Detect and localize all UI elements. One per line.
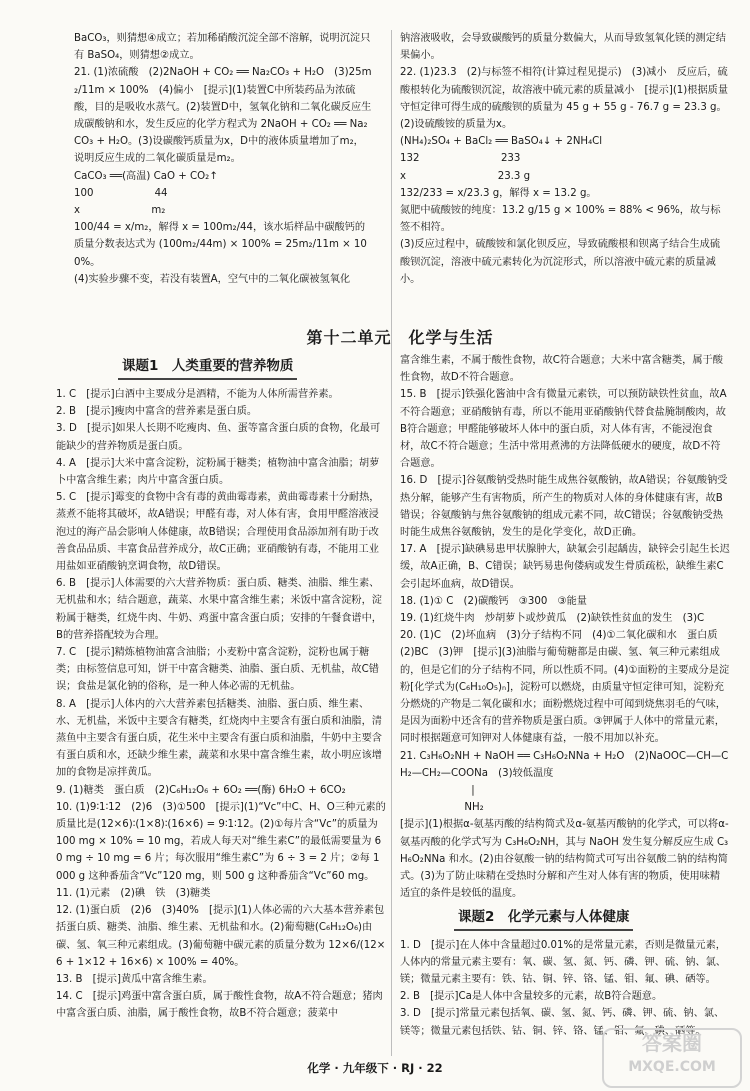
text-line: 22. (1)23.3 (2)与标签不相符(计算过程见提示) (3)减小 反应后，硫酸根转化为硫酸钡沉淀，故溶液中硫元素的质量减小 [提示](1)根据质量守恒定律可得生成的硫酸钡的质量为 45 g + 55 g - 76.7 g = 23.3 g。 <box>400 67 729 113</box>
equation-line: x 23.3 g <box>400 170 531 182</box>
column-divider <box>391 30 392 1056</box>
watermark-text: 答案圈 <box>642 1031 702 1055</box>
answer-item: 18. (1)① C (2)碳酸钙 ③300 ③能量 <box>400 595 587 607</box>
answer-item: 7. C [提示]精炼植物油富含油脂；小麦粉中富含淀粉，淀粉也属于糖类；由标签信息可知，饼干中富含糖类、油脂、蛋白质、无机盐，故C错误；食盐是氯化钠的俗称，是一种人体必需的无机盐。 <box>56 647 379 693</box>
answer-item: 19. (1)红烧牛肉 炒胡萝卜或炒黄瓜 (2)缺铁性贫血的发生 (3)C <box>400 613 705 625</box>
watermark-logo <box>602 1028 742 1088</box>
structure-line: NH₂ <box>400 802 484 814</box>
equation-line: (NH₄)₂SO₄ + BaCl₂ ══ BaSO₄↓ + 2NH₄Cl <box>400 136 603 148</box>
answer-item: 2. B [提示]Ca是人体中含量较多的元素，故B符合题意。 <box>400 991 663 1003</box>
answer-item: 8. A [提示]人体内的六大营养素包括糖类、油脂、蛋白质、维生素、水、无机盐，米饭中主要含有糖类，红烧肉中主要含有蛋白质和油脂，清蒸鱼中主要含有蛋白质，花生米中主要含有蛋白质和油脂，牛奶中主要含有蛋白质和水，还缺少维生素，蔬菜和水果中富含维生素，故小明应该增加的食物是凉拌黄瓜。 <box>56 698 382 779</box>
bottom-right-column <box>400 352 730 1040</box>
answer-item: 6. B [提示]人体需要的六大营养物质：蛋白质、糖类、油脂、维生素、无机盐和水；结合题意，蔬菜、水果中富含维生素；米饭中富含淀粉，淀粉属于糖类，红烧牛肉、牛奶、鸡蛋中富含蛋白质；安排的午餐食谱中，B的营养搭配较为合理。 <box>56 578 382 641</box>
answer-item: 13. B [提示]黄瓜中富含维生素。 <box>56 973 213 985</box>
text-line: (3)反应过程中，硫酸铵和氯化钡反应，导致硫酸根和钡离子结合生成硫酸钡沉淀，溶液中硫元素转化为沉淀形式，所以溶液中硫元素的质量减小。 <box>400 239 721 285</box>
answer-item: 20. (1)C (2)坏血病 (3)分子结构不同 (4)①二氧化碳和水 蛋白质 (2)BC (3)钾 [提示](3)油脂与葡萄糖都是由碳、氢、氧三种元素组成的，但是它们的分子结构不同，所以性质不同。(4)①面粉的主要成分是淀粉[化学式为(C₆H₁₀O₅)ₙ]，淀粉可以燃烧，由质量守恒定律可知，淀粉充分燃烧的产物是二氧化碳和水；面粉燃烧过程中可闻到烧焦羽毛的气味，是因为面粉中还含有的营养物质是蛋白质。③钾属于人体中的常量元素，同时根据题意可知钾对人体健康有益，一般不用加以补充。 <box>400 630 730 745</box>
answer-item: 3. D [提示]如果人长期不吃瘦肉、鱼、蛋等富含蛋白质的食物，化最可能缺少的营养物质是蛋白质。 <box>56 423 381 452</box>
text-line: (4)实验步骤不变，若没有装置A，空气中的二氧化碳被氢氧化 <box>74 273 351 285</box>
answer-item: 12. (1)蛋白质 (2)6 (3)40% [提示](1)人体必需的六大基本营养素包括蛋白质、糖类、油脂、维生素、无机盐和水。(2)葡萄糖(C₆H₁₂O₆)由碳、氢、氧三种元素组成。(3)葡萄糖中碳元素的质量分数为 12×6/(12×6 + 1×12 + 16×6) × 100% = 40%。 <box>56 905 386 968</box>
topic-heading: 课题1 人类重要的营养物质 <box>118 356 297 380</box>
answer-item: 5. C [提示]霉变的食物中含有毒的黄曲霉毒素，黄曲霉毒素十分耐热，蒸煮不能将其破坏，故A错误；甲醛有毒，对人体有害，食用甲醛溶液浸泡过的海产品会影响人体健康，故B错误；合理使用食品添加剂有助于改善食品品质、丰富食品营养成分，故C正确；亚硝酸钠有毒，不能用工业用盐如亚硝酸钠烹调食物，故D错误。 <box>56 492 380 573</box>
answer-item: 21. C₃H₆O₂NH + NaOH ══ C₃H₆O₂NNa + H₂O (2)NaOOC—CH—CH₂—CH₂—COONa (3)较低温度 <box>400 750 729 779</box>
answer-item: [提示](1)根据α-氨基丙酸的结构简式及α-氨基丙酸钠的化学式，可以将α-氨基丙酸的化学式写为 C₃H₆O₂NH，其与 NaOH 发生复分解反应生成 C₃H₆O₂NNa 和水。(2)由谷氨酸一钠的结构简式可写出谷氨酸二钠的结构简式。(3)为了防止味精在受热时分解和产生对人体有害的物质，使用味精适宜的条件是较低的温度。 <box>400 819 729 900</box>
equation-line: CaCO₃ ══(高温) CaO + CO₂↑ <box>74 170 218 182</box>
text-line: 钠溶液吸收，会导致碳酸钙的质量分数偏大，从而导致氢氧化镁的测定结果偏小。 <box>400 33 726 62</box>
top-left-column <box>74 30 374 288</box>
answer-item: 16. D [提示]谷氨酸钠受热时能生成焦谷氨酸钠，故A错误；谷氨酸钠受热分解，能够产生有害物质，所产生的物质对人体的身体健康有害，故B错误；谷氨酸钠与焦谷氨酸钠的组成元素不同，故C错误；谷氨酸钠受热时能生成焦谷氨酸钠，发生的是化学变化，故D正确。 <box>400 475 728 539</box>
answer-item: 1. D [提示]在人体中含量超过0.01%的是常量元素，否则是微量元素，人体内的常量元素主要有：氧、碳、氢、氮、钙、磷、钾、硫、钠、氯、镁；微量元素主要有：铁、钴、铜、锌、铬、锰、钼、氟、碘、硒等。 <box>400 939 726 985</box>
bottom-left-column <box>56 352 386 1023</box>
answer-item: 富含维生素，不属于酸性食物，故C符合题意；大米中富含糖类，属于酸性食物，故D不符合题意。 <box>400 355 723 384</box>
topic-heading: 课题2 化学元素与人体健康 <box>454 907 633 931</box>
answer-item: 2. B [提示]瘦肉中富含的营养素是蛋白质。 <box>56 406 258 418</box>
text-line: 100/44 = x/m₂，解得 x = 100m₂/44，该水垢样品中碳酸钙的质量分数表达式为 (100m₂/44m) × 100% = 25m₂/11m × 100%。 <box>74 222 367 268</box>
text-line: 132/233 = x/23.3 g，解得 x = 13.2 g。 <box>400 187 597 199</box>
text-line: 21. (1)浓硫酸 (2)2NaOH + CO₂ ══ Na₂CO₃ + H₂O (3)25m₂/11m × 100% (4)偏小 [提示](1)装置C中所装药品为浓硫酸，目的是吸收水蒸气。(2)装置D中，氢氧化钠和二氧化碳反应生成碳酸钠和水，发生反应的化学方程式为 2NaOH + CO₂ ══ Na₂CO₃ + H₂O。(3)设碳酸钙质量为x，D中的液体质量增加了m₂，说明反应生成的二氧化碳质量是m₂。 <box>74 67 372 165</box>
answer-item: 15. B [提示]铁强化酱油中含有微量元素铁，可以预防缺铁性贫血，故A不符合题意；亚硝酸钠有毒，所以不能用亚硝酸钠代替食盐腌制酸肉，故B符合题意；甲醛能够破坏人体中的蛋白质，对人体有害，不能浸泡食材，故C不符合题意；生活中常用煮沸的方法降低硬水的硬度，故D不符合题意。 <box>400 389 727 470</box>
answer-item: 4. A [提示]大米中富含淀粉，淀粉属于糖类；植物油中富含油脂；胡萝卜中富含维生素；肉片中富含蛋白质。 <box>56 457 380 487</box>
answer-item: 10. (1)9∶1∶12 (2)6 (3)①500 [提示](1)“Vc”中C、H、O三种元素的质量比是(12×6)∶(1×8)∶(16×6) = 9∶1∶12。(2)①每片含“Vc”的质量为 100 mg × 10% = 10 mg，若成人每天对“维生素C”的最低需要量为 60 mg ÷ 10 mg = 6 片；每次服用“维生素C”为 6 ÷ 3 = 2 片；②每 1 000 g 这种番茄含“Vc”120 mg，则 500 g 这种番茄含“Vc”60 mg。 <box>56 801 386 882</box>
answer-item: 17. A [提示]缺碘易患甲状腺肿大，缺氟会引起龋齿，缺锌会引起生长迟缓，故A正确，B、C错误；缺钙易患佝偻病或发生骨质疏松，缺维生素C会引起坏血病，故D错误。 <box>400 544 730 590</box>
equation-line: 100 44 <box>74 187 168 199</box>
unit-header: 第十二单元 化学与生活 <box>306 328 494 347</box>
structure-line: | <box>400 785 475 797</box>
top-right-column <box>400 30 730 288</box>
text-line: 氮肥中硫酸铵的纯度：13.2 g/15 g × 100% = 88% < 96%，故与标签不相符。 <box>400 205 721 234</box>
answer-item: 9. (1)糖类 蛋白质 (2)C₆H₁₂O₆ + 6O₂ ══(酶) 6H₂O + 6CO₂ <box>56 784 346 796</box>
text-line: BaCO₃，则猜想④成立；若加稀硝酸沉淀全部不溶解，说明沉淀只有 BaSO₄，则猜想②成立。 <box>74 33 371 62</box>
text-line: (2)设硫酸铵的质量为x。 <box>400 119 513 131</box>
answer-item: 3. D [提示]常量元素包括氧、碳、氢、氮、钙、磷、钾、硫、钠、氯、镁等；微量元素包括铁、钴、铜、锌、铬、锰、钼、氟、碘、硒等。 <box>400 1008 725 1037</box>
watermark-url: MXQE.COM <box>628 1059 716 1075</box>
page-footer: 化学 · 九年级下 · RJ · 22 <box>307 1061 443 1075</box>
answer-item: 11. (1)元素 (2)碘 铁 (3)糖类 <box>56 887 211 899</box>
equation-line: x m₂ <box>74 205 166 217</box>
equation-line: 132 233 <box>400 153 521 165</box>
answer-item: 1. C [提示]白酒中主要成分是酒精，不能为人体所需营养素。 <box>56 389 339 400</box>
answer-item: 14. C [提示]鸡蛋中富含蛋白质，属于酸性食物，故A不符合题意；猪肉中富含蛋白质、油脂，属于酸性食物，故B不符合题意；菠菜中 <box>56 991 383 1020</box>
